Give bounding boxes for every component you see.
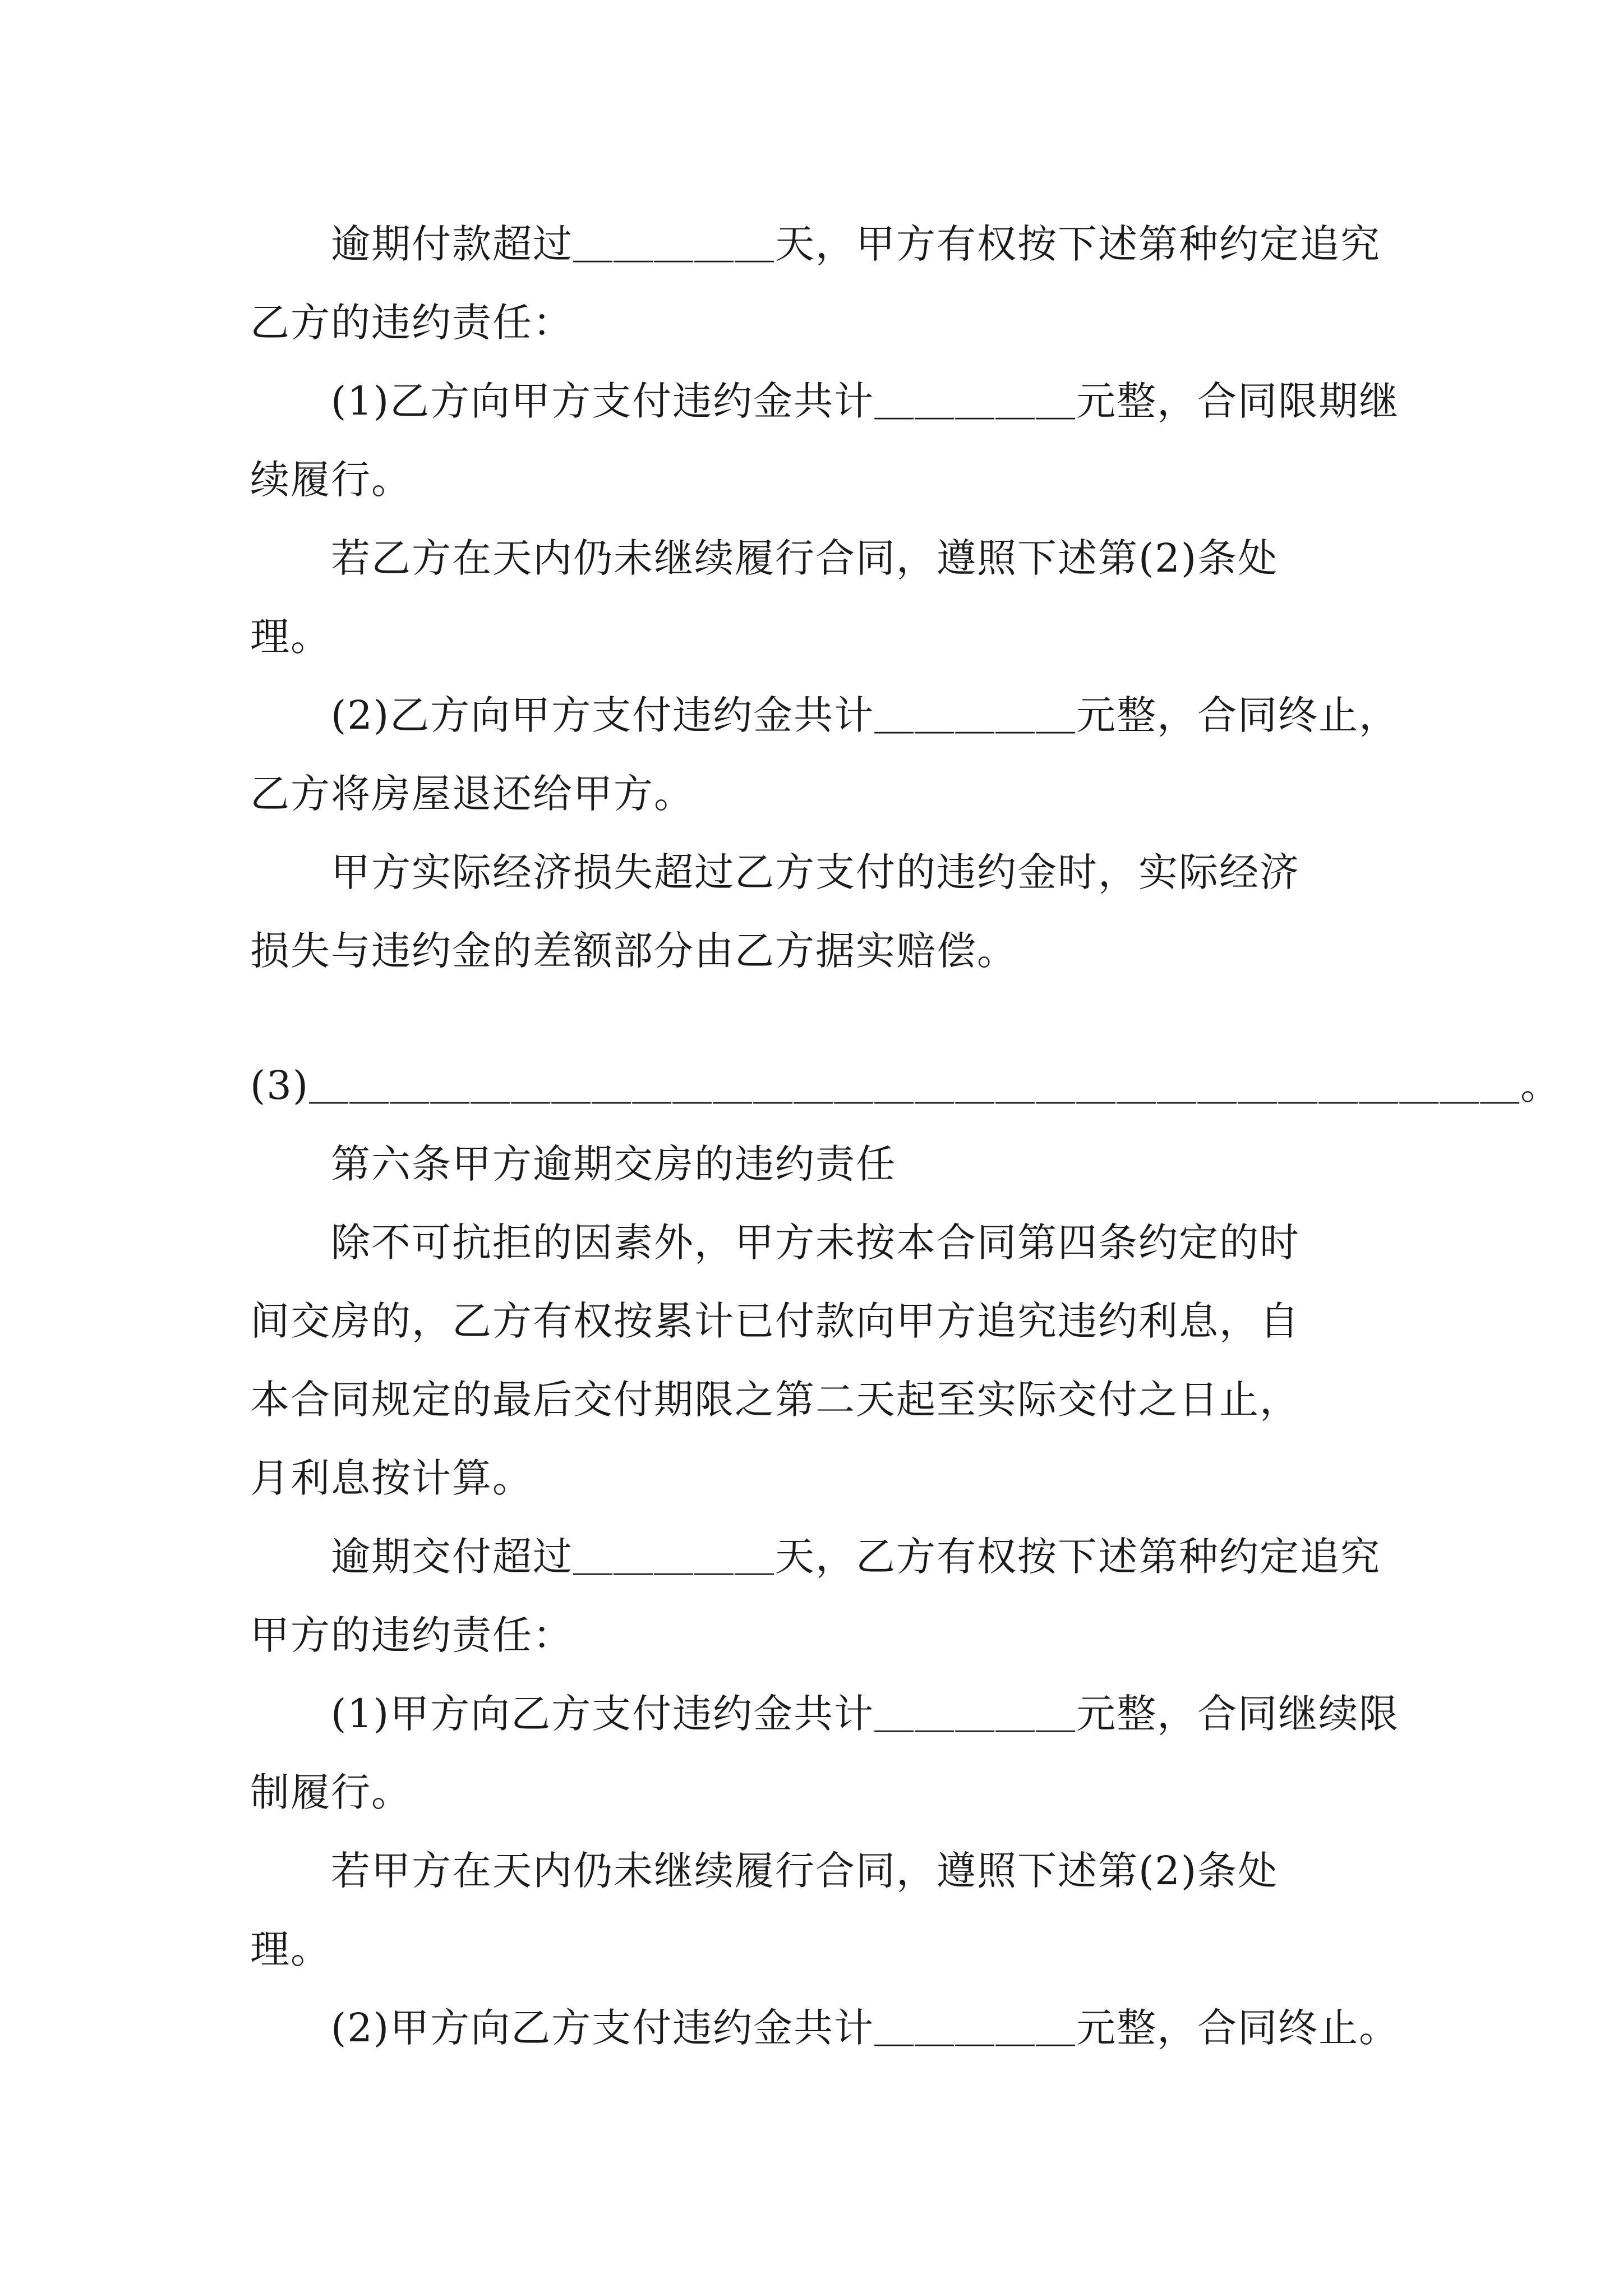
paragraph-overdue-payment [250,205,1400,990]
text-line: 本合同规定的最后交付期限之第二天起至实际交付之日止， [250,1377,1300,1423]
text-line: 理。 [250,614,331,660]
text-line: 乙方将房屋退还给甲方。 [250,771,694,817]
text-line: 若乙方在天内仍未继续履行合同，遵照下述第(2)条处 [250,535,1279,581]
text-line: 第六条甲方逾期交房的违约责任 [250,1141,896,1187]
text-line: 甲方的违约责任： [250,1612,573,1658]
text-line: 理。 [250,1926,331,1972]
text-line: 逾期交付超过＿＿＿＿＿天，乙方有权按下述第种约定追究 [250,1534,1381,1580]
text-line: (1)甲方向乙方支付违约金共计＿＿＿＿＿元整，合同继续限 [250,1691,1400,1737]
text-line: (2)乙方向甲方支付违约金共计＿＿＿＿＿元整，合同终止， [250,692,1400,738]
text-line: 损失与违约金的差额部分由乙方据实赔偿。 [250,928,1017,974]
text-line: 除不可抗拒的因素外，甲方未按本合同第四条约定的时 [250,1220,1300,1266]
text-line: 甲方实际经济损失超过乙方支付的违约金时，实际经济 [250,849,1300,895]
paragraph-article-six [250,1046,1561,2067]
text-line: 间交房的，乙方有权按累计已付款向甲方追究违约利息，自 [250,1298,1300,1344]
text-line: (3)＿＿＿＿＿＿＿＿＿＿＿＿＿＿＿＿＿＿＿＿＿＿＿＿＿＿＿＿＿＿。 [250,1062,1561,1108]
text-line: (1)乙方向甲方支付违约金共计＿＿＿＿＿元整，合同限期继 [250,378,1400,424]
text-line: 逾期付款超过＿＿＿＿＿天，甲方有权按下述第种约定追究 [250,221,1381,267]
text-line: 续履行。 [250,457,412,503]
text-line: 制履行。 [250,1769,412,1815]
text-line: 月利息按计算。 [250,1455,533,1501]
text-line: 若甲方在天内仍未继续履行合同，遵照下述第(2)条处 [250,1848,1279,1894]
text-line: (2)甲方向乙方支付违约金共计＿＿＿＿＿元整，合同终止。 [250,2005,1400,2051]
text-line: 乙方的违约责任： [250,300,573,346]
